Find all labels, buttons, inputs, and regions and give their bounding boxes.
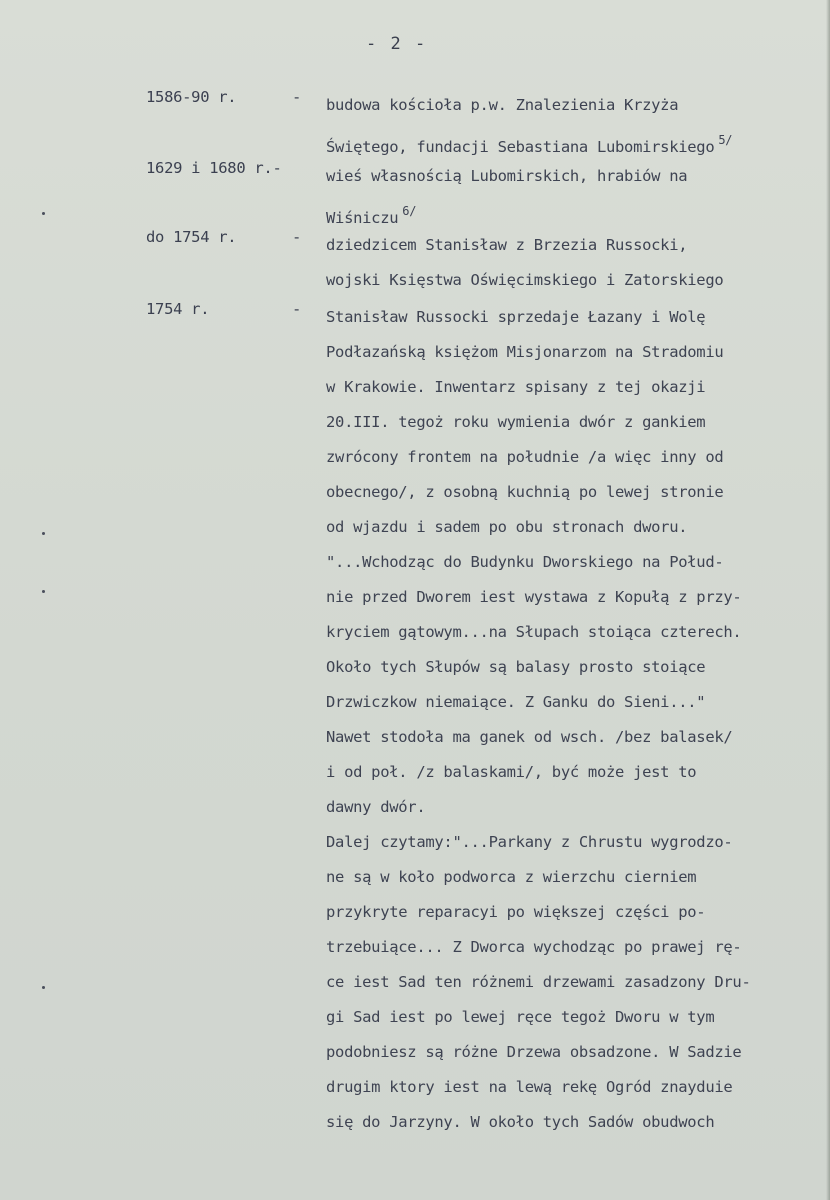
margin-mark [42,212,45,215]
text-line [326,194,816,229]
entry-dash: - [292,88,302,106]
entry-date: do 1754 r. [146,228,237,246]
text-line [326,123,816,158]
footnote-marker: 6/ [402,204,417,218]
text-line: wieś własnością Lubomirskich, hrabiów na [326,167,688,185]
text-line: 20.III. tegoż roku wymienia dwór z gankiem [326,413,706,431]
text-line: przykryte reparacyi po większej części po- [326,903,706,921]
text-line: obecnego/, z osobną kuchnią po lewej stronie [326,483,724,501]
text-line: ce iest Sad ten różnemi drzewami zasadzony Dru- [326,973,751,991]
text-line: drugim ktory iest na lewą rekę Ogród znayduie [326,1078,733,1096]
text-line: wojski Księstwa Oświęcimskiego i Zatorskiego [326,271,724,289]
text-line: od wjazdu i sadem po obu stronach dworu. [326,518,688,536]
text-line: budowa kościoła p.w. Znalezienia Krzyża [326,96,679,114]
text-line-content: Wiśniczu [326,209,399,227]
text-line: Nawet stodoła ma ganek od wsch. /bez balasek/ [326,728,733,746]
entry-date: 1629 i 1680 r.- [146,159,282,177]
entry-text [326,159,816,229]
text-line: trzebuiące... Z Dworca wychodząc po prawej rę- [326,938,742,956]
text-line: gi Sad iest po lewej ręce tegoż Dworu w tym [326,1008,715,1026]
entry-dash: - [292,228,302,246]
text-line: Dalej czytamy:"...Parkany z Chrustu wygrodzo- [326,833,733,851]
entry-text [326,228,816,298]
text-line: w Krakowie. Inwentarz spisany z tej okazji [326,378,706,396]
entry-text [326,300,816,545]
entry-date: 1586-90 r. [146,88,237,106]
text-line: ne są w koło podworca z wierzchu cierniem [326,868,697,886]
margin-mark [42,986,45,989]
page-number: - 2 - [366,34,428,54]
text-line: "...Wchodząc do Budynku Dworskiego na Połud- [326,553,724,571]
text-line: dawny dwór. [326,798,426,816]
text-line: Stanisław Russocki sprzedaje Łazany i Wolę [326,308,706,326]
margin-mark [42,532,45,535]
text-line: i od poł. /z balaskami/, być może jest to [326,763,697,781]
text-line-content: Świętego, fundacji Sebastiana Lubomirskiego [326,138,715,156]
text-line: Drzwiczkow niemaiące. Z Ganku do Sieni..." [326,693,706,711]
entry-text [326,88,816,158]
page-edge-shadow [826,0,830,1200]
text-line: kryciem gątowym...na Słupach stoiąca czterech. [326,623,742,641]
margin-mark [42,590,45,593]
body-text [326,545,816,1140]
text-line: podobniesz są różne Drzewa obsadzone. W Sadzie [326,1043,742,1061]
text-line: zwrócony frontem na południe /a więc inny od [326,448,724,466]
text-line: Podłazańską księżom Misjonarzom na Stradomiu [326,343,724,361]
text-line: dziedzicem Stanisław z Brzezia Russocki, [326,236,688,254]
entry-date: 1754 r. [146,300,210,318]
text-line: Około tych Słupów są balasy prosto stoiące [326,658,706,676]
footnote-marker: 5/ [718,133,733,147]
text-line: się do Jarzyny. W około tych Sadów obudwoch [326,1113,715,1131]
entry-dash: - [292,300,302,318]
text-line: nie przed Dworem iest wystawa z Kopułą z przy- [326,588,742,606]
